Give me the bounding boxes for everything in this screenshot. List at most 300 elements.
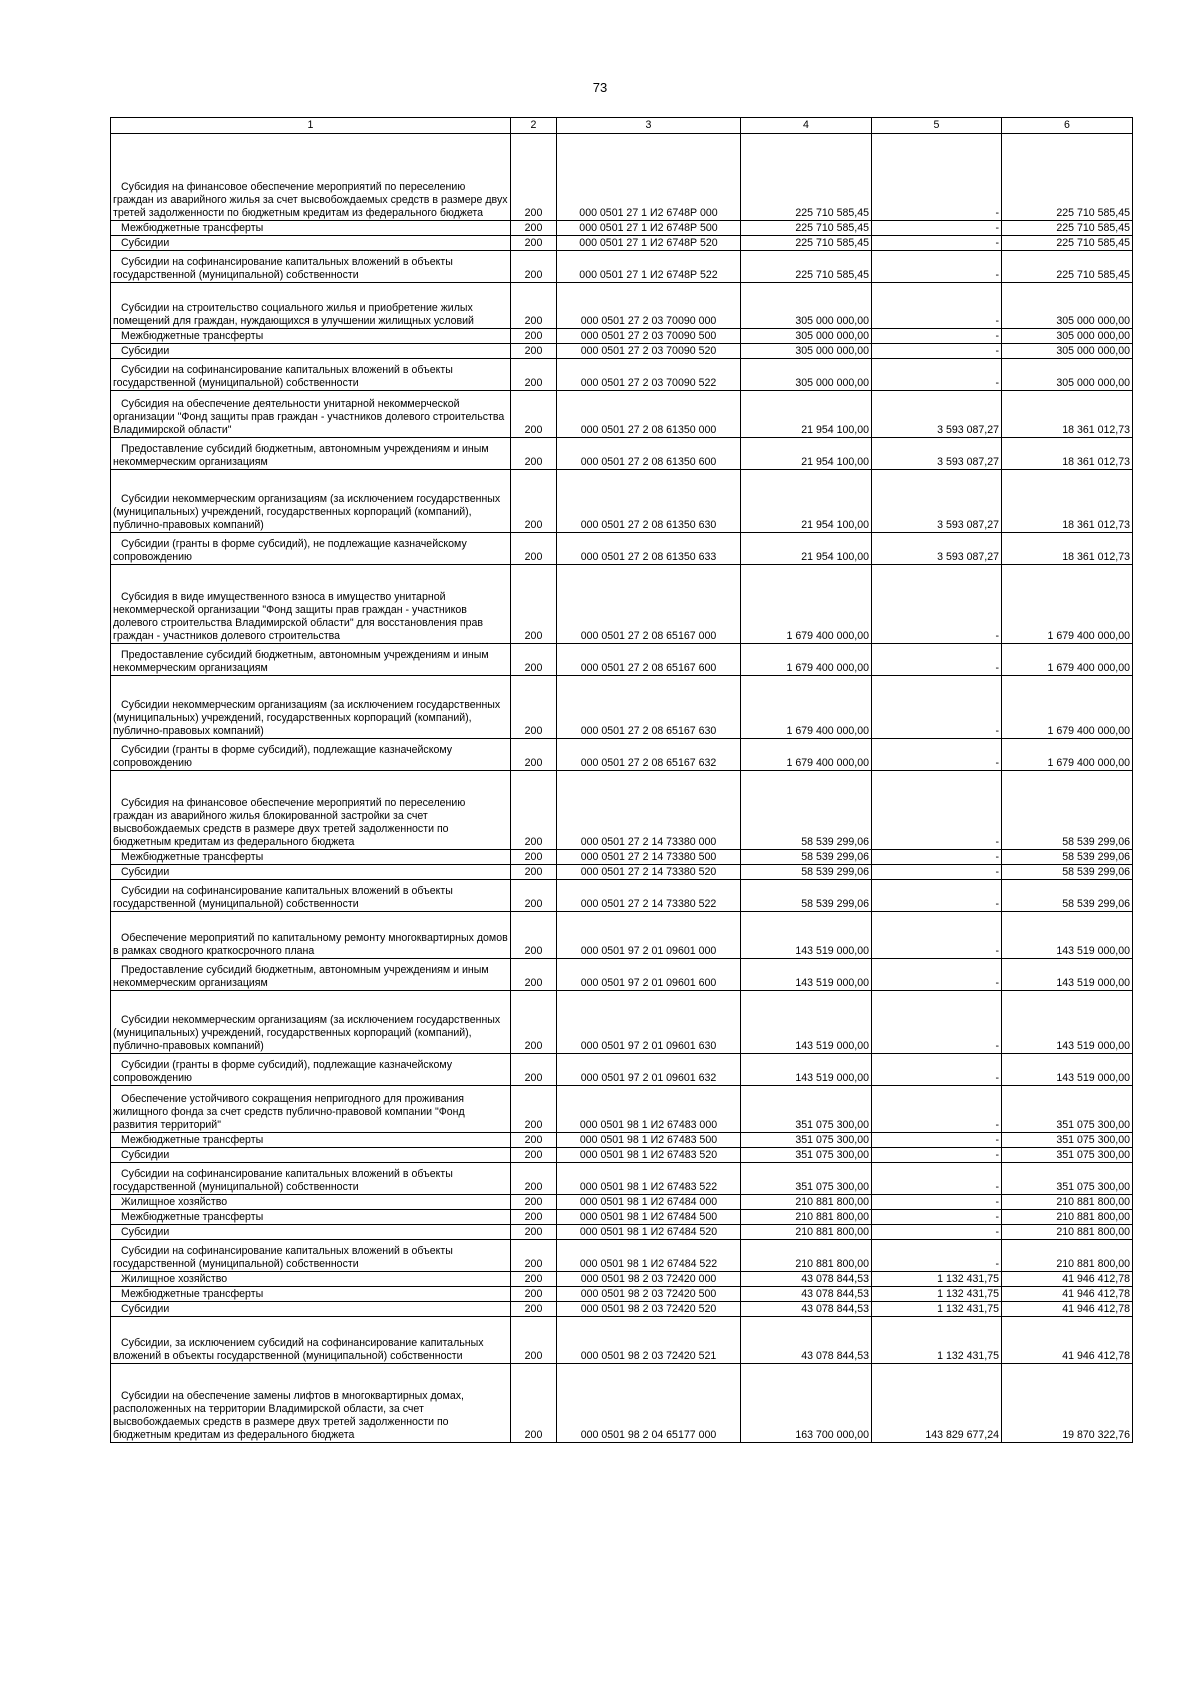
row-code: 200: [511, 359, 557, 391]
row-name: [111, 221, 511, 236]
row-col6: 58 539 299,06: [1002, 880, 1133, 912]
row-name-text: Субсидия на финансовое обеспечение мероприятий по переселению граждан из аварийного жилья за счет высвобождаемых средств в размере двух третей задолженности по бюджетным кредитам из федерального бюджета: [113, 181, 508, 220]
table-row: [111, 1240, 1133, 1272]
row-col4: 43 078 844,53: [741, 1317, 872, 1364]
row-col4: 58 539 299,06: [741, 865, 872, 880]
row-col5: -: [872, 1210, 1002, 1225]
row-col5: -: [872, 644, 1002, 676]
row-col6: 1 679 400 000,00: [1002, 739, 1133, 771]
row-col4: 210 881 800,00: [741, 1195, 872, 1210]
row-code: 200: [511, 533, 557, 565]
row-kbk: 000 0501 97 2 01 09601 600: [557, 959, 741, 991]
row-col4: 1 679 400 000,00: [741, 739, 872, 771]
row-kbk: 000 0501 27 2 08 61350 600: [557, 438, 741, 470]
row-col5: 3 593 087,27: [872, 438, 1002, 470]
row-name-text: Субсидии некоммерческим организациям (за исключением государственных (муниципальных) учреждений, государственных корпораций (компаний), публично-правовых компаний): [113, 493, 501, 532]
row-kbk: 000 0501 98 2 04 65177 000: [557, 1364, 741, 1443]
row-name: [111, 1133, 511, 1148]
row-kbk: 000 0501 98 2 03 72420 000: [557, 1272, 741, 1287]
row-col4: 351 075 300,00: [741, 1086, 872, 1133]
row-name-text: Субсидии на софинансирование капитальных вложений в объекты государственной (муниципальной) собственности: [113, 885, 453, 911]
column-header-1: 1: [111, 118, 511, 134]
table-row: [111, 850, 1133, 865]
row-col4: 58 539 299,06: [741, 880, 872, 912]
table-row: [111, 221, 1133, 236]
row-col6: 143 519 000,00: [1002, 991, 1133, 1054]
row-name: [111, 1163, 511, 1195]
table-row: [111, 251, 1133, 283]
row-col6: 351 075 300,00: [1002, 1148, 1133, 1163]
row-name: [111, 1054, 511, 1086]
row-name: [111, 134, 511, 221]
table-row: [111, 912, 1133, 959]
row-name-text: Субсидии на софинансирование капитальных вложений в объекты государственной (муниципальной) собственности: [113, 364, 453, 390]
row-col5: -: [872, 1240, 1002, 1272]
row-name-text: Межбюджетные трансферты: [121, 330, 264, 343]
row-kbk: 000 0501 27 2 08 65167 000: [557, 565, 741, 644]
table-row: [111, 880, 1133, 912]
row-name-text: Предоставление субсидий бюджетным, автономным учреждениям и иным некоммерческим организациям: [113, 649, 489, 675]
table-row: [111, 739, 1133, 771]
row-name-text: Субсидии: [121, 1303, 170, 1316]
row-col4: 351 075 300,00: [741, 1148, 872, 1163]
row-col5: -: [872, 1133, 1002, 1148]
row-col5: -: [872, 283, 1002, 329]
table-row: [111, 359, 1133, 391]
row-kbk: 000 0501 27 2 14 73380 000: [557, 771, 741, 850]
row-kbk: 000 0501 98 1 И2 67483 000: [557, 1086, 741, 1133]
column-header-5: 5: [872, 118, 1002, 134]
table-row: [111, 1086, 1133, 1133]
row-kbk: 000 0501 97 2 01 09601 632: [557, 1054, 741, 1086]
row-kbk: 000 0501 27 2 08 61350 633: [557, 533, 741, 565]
table-row: [111, 959, 1133, 991]
row-kbk: 000 0501 27 2 08 65167 632: [557, 739, 741, 771]
row-code: 200: [511, 251, 557, 283]
table-body: [111, 134, 1133, 1443]
row-code: 200: [511, 1302, 557, 1317]
row-kbk: 000 0501 27 2 14 73380 520: [557, 865, 741, 880]
row-col5: -: [872, 251, 1002, 283]
row-name: [111, 880, 511, 912]
row-name: [111, 1364, 511, 1443]
row-code: 200: [511, 644, 557, 676]
row-name-text: Межбюджетные трансферты: [121, 222, 264, 235]
row-name: [111, 1225, 511, 1240]
row-name-text: Субсидии: [121, 1149, 170, 1162]
row-name: [111, 1210, 511, 1225]
row-code: 200: [511, 134, 557, 221]
table-row: [111, 1148, 1133, 1163]
row-kbk: 000 0501 98 2 03 72420 520: [557, 1302, 741, 1317]
row-name: [111, 1287, 511, 1302]
row-col5: 3 593 087,27: [872, 391, 1002, 438]
row-code: 200: [511, 959, 557, 991]
row-code: 200: [511, 991, 557, 1054]
table-row: [111, 771, 1133, 850]
row-code: 200: [511, 1195, 557, 1210]
row-col5: -: [872, 1195, 1002, 1210]
row-col6: 210 881 800,00: [1002, 1225, 1133, 1240]
row-col5: 1 132 431,75: [872, 1317, 1002, 1364]
table-row: [111, 344, 1133, 359]
column-header-3: 3: [557, 118, 741, 134]
row-col6: 18 361 012,73: [1002, 533, 1133, 565]
row-col6: 1 679 400 000,00: [1002, 676, 1133, 739]
row-col5: -: [872, 880, 1002, 912]
row-code: 200: [511, 1287, 557, 1302]
table-row: [111, 391, 1133, 438]
table-row: [111, 533, 1133, 565]
table-row: [111, 565, 1133, 644]
row-name: [111, 565, 511, 644]
table-row: [111, 1163, 1133, 1195]
row-name: [111, 470, 511, 533]
table-header-row: [111, 118, 1133, 134]
row-code: 200: [511, 771, 557, 850]
table-row: [111, 865, 1133, 880]
row-col4: 43 078 844,53: [741, 1287, 872, 1302]
row-kbk: 000 0501 98 1 И2 67484 522: [557, 1240, 741, 1272]
row-col4: 21 954 100,00: [741, 470, 872, 533]
row-col5: -: [872, 1225, 1002, 1240]
row-kbk: 000 0501 98 2 03 72420 521: [557, 1317, 741, 1364]
row-col4: 143 519 000,00: [741, 912, 872, 959]
row-kbk: 000 0501 98 1 И2 67484 500: [557, 1210, 741, 1225]
row-col6: 41 946 412,78: [1002, 1287, 1133, 1302]
row-col5: -: [872, 1163, 1002, 1195]
row-code: 200: [511, 391, 557, 438]
row-name-text: Субсидии (гранты в форме субсидий), подлежащие казначейскому сопровождению: [113, 744, 453, 770]
row-code: 200: [511, 221, 557, 236]
row-col4: 43 078 844,53: [741, 1302, 872, 1317]
row-col4: 210 881 800,00: [741, 1210, 872, 1225]
row-col5: 1 132 431,75: [872, 1287, 1002, 1302]
row-name-text: Субсидии: [121, 866, 170, 879]
row-name: [111, 391, 511, 438]
row-name-text: Предоставление субсидий бюджетным, автономным учреждениям и иным некоммерческим организациям: [113, 443, 489, 469]
row-col6: 225 710 585,45: [1002, 251, 1133, 283]
row-col5: -: [872, 739, 1002, 771]
table-row: [111, 991, 1133, 1054]
budget-table: [110, 117, 1133, 1443]
row-col4: 351 075 300,00: [741, 1133, 872, 1148]
row-col5: -: [872, 329, 1002, 344]
row-col4: 58 539 299,06: [741, 850, 872, 865]
row-col5: 3 593 087,27: [872, 533, 1002, 565]
row-name-text: Обеспечение устойчивого сокращения непригодного для проживания жилищного фонда за счет средств публично-правовой компании "Фонд развития территорий": [113, 1093, 465, 1132]
table-row: [111, 1225, 1133, 1240]
row-name-text: Субсидия на обеспечение деятельности унитарной некоммерческой организации "Фонд защиты прав граждан - участников долевого строительства Владимирской области": [113, 398, 505, 437]
row-name: [111, 676, 511, 739]
row-name-text: Субсидии на софинансирование капитальных вложений в объекты государственной (муниципальной) собственности: [113, 1168, 453, 1194]
row-col6: 58 539 299,06: [1002, 865, 1133, 880]
row-col6: 305 000 000,00: [1002, 283, 1133, 329]
row-kbk: 000 0501 27 1 И2 6748Р 522: [557, 251, 741, 283]
table-row: [111, 1133, 1133, 1148]
row-col6: 305 000 000,00: [1002, 359, 1133, 391]
row-name-text: Субсидия в виде имущественного взноса в имущество унитарной некоммерческой организации "Фонд защиты прав граждан - участников долевого строительства Владимирской области" для восстановления прав граждан - участников долевого строительства: [113, 591, 484, 643]
row-kbk: 000 0501 27 2 08 61350 630: [557, 470, 741, 533]
row-name-text: Субсидии: [121, 237, 170, 250]
row-col5: -: [872, 676, 1002, 739]
row-kbk: 000 0501 98 2 03 72420 500: [557, 1287, 741, 1302]
row-col5: -: [872, 359, 1002, 391]
row-name-text: Субсидии некоммерческим организациям (за исключением государственных (муниципальных) учреждений, государственных корпораций (компаний), публично-правовых компаний): [113, 699, 501, 738]
row-name-text: Межбюджетные трансферты: [121, 1288, 264, 1301]
row-name-text: Предоставление субсидий бюджетным, автономным учреждениям и иным некоммерческим организациям: [113, 964, 489, 990]
row-code: 200: [511, 1133, 557, 1148]
row-kbk: 000 0501 27 2 08 65167 630: [557, 676, 741, 739]
row-code: 200: [511, 1272, 557, 1287]
table-row: [111, 1287, 1133, 1302]
row-name: [111, 739, 511, 771]
row-col5: 143 829 677,24: [872, 1364, 1002, 1443]
row-col5: -: [872, 236, 1002, 251]
row-kbk: 000 0501 97 2 01 09601 000: [557, 912, 741, 959]
row-col6: 351 075 300,00: [1002, 1086, 1133, 1133]
row-code: 200: [511, 236, 557, 251]
row-col4: 143 519 000,00: [741, 1054, 872, 1086]
row-col5: 1 132 431,75: [872, 1272, 1002, 1287]
row-code: 200: [511, 565, 557, 644]
row-code: 200: [511, 1240, 557, 1272]
row-col5: -: [872, 134, 1002, 221]
row-col5: 1 132 431,75: [872, 1302, 1002, 1317]
row-kbk: 000 0501 27 2 14 73380 522: [557, 880, 741, 912]
row-name-text: Межбюджетные трансферты: [121, 1211, 264, 1224]
table-row: [111, 1210, 1133, 1225]
row-kbk: 000 0501 98 1 И2 67483 520: [557, 1148, 741, 1163]
row-col5: -: [872, 221, 1002, 236]
row-name: [111, 959, 511, 991]
row-kbk: 000 0501 98 1 И2 67483 500: [557, 1133, 741, 1148]
table-row: [111, 1272, 1133, 1287]
table-row: [111, 644, 1133, 676]
row-col5: -: [872, 1148, 1002, 1163]
row-name: [111, 533, 511, 565]
row-col5: -: [872, 344, 1002, 359]
row-col4: 43 078 844,53: [741, 1272, 872, 1287]
row-col4: 21 954 100,00: [741, 438, 872, 470]
table-row: [111, 676, 1133, 739]
row-code: 200: [511, 1054, 557, 1086]
row-kbk: 000 0501 27 2 03 70090 000: [557, 283, 741, 329]
table-row: [111, 134, 1133, 221]
row-name: [111, 1195, 511, 1210]
row-name: [111, 1272, 511, 1287]
row-name: [111, 359, 511, 391]
row-kbk: 000 0501 27 1 И2 6748Р 000: [557, 134, 741, 221]
row-col5: 3 593 087,27: [872, 470, 1002, 533]
row-col4: 210 881 800,00: [741, 1240, 872, 1272]
row-col4: 225 710 585,45: [741, 134, 872, 221]
row-kbk: 000 0501 27 1 И2 6748Р 520: [557, 236, 741, 251]
row-name-text: Обеспечение мероприятий по капитальному ремонту многоквартирных домов в рамках сводного краткосрочного плана: [113, 932, 508, 958]
row-code: 200: [511, 865, 557, 880]
row-name: [111, 236, 511, 251]
row-code: 200: [511, 470, 557, 533]
row-col6: 225 710 585,45: [1002, 221, 1133, 236]
row-name-text: Субсидии: [121, 345, 170, 358]
row-name: [111, 283, 511, 329]
row-col6: 18 361 012,73: [1002, 470, 1133, 533]
row-name-text: Субсидия на финансовое обеспечение мероприятий по переселению граждан из аварийного жилья блокированной застройки за счет высвобождаемых средств в размере двух третей задолженности по бюджетным кредитам из федерального бюджета: [113, 797, 466, 849]
row-col4: 225 710 585,45: [741, 251, 872, 283]
row-col4: 305 000 000,00: [741, 329, 872, 344]
row-code: 200: [511, 1364, 557, 1443]
row-name: [111, 344, 511, 359]
table-row: [111, 1054, 1133, 1086]
row-name: [111, 912, 511, 959]
row-col6: 58 539 299,06: [1002, 771, 1133, 850]
row-kbk: 000 0501 27 2 08 65167 600: [557, 644, 741, 676]
row-name-text: Субсидии (гранты в форме субсидий), не подлежащие казначейскому сопровождению: [113, 538, 467, 564]
row-code: 200: [511, 912, 557, 959]
table-row: [111, 236, 1133, 251]
row-col6: 351 075 300,00: [1002, 1133, 1133, 1148]
row-name-text: Субсидии на обеспечение замены лифтов в многоквартирных домах, расположенных на территории Владимирской области, за счет высвобождаемых средств в размере двух третей задолженности по бюджетным кредитам из федерального бюджета: [113, 1390, 464, 1442]
row-col4: 21 954 100,00: [741, 533, 872, 565]
row-kbk: 000 0501 27 2 08 61350 000: [557, 391, 741, 438]
row-col4: 305 000 000,00: [741, 344, 872, 359]
row-kbk: 000 0501 98 1 И2 67483 522: [557, 1163, 741, 1195]
row-name-text: Межбюджетные трансферты: [121, 1134, 264, 1147]
row-kbk: 000 0501 27 2 03 70090 520: [557, 344, 741, 359]
row-name: [111, 771, 511, 850]
row-name-text: Жилищное хозяйство: [121, 1196, 228, 1209]
table-row: [111, 283, 1133, 329]
row-name: [111, 251, 511, 283]
row-name-text: Субсидии: [121, 1226, 170, 1239]
table-row: [111, 329, 1133, 344]
row-name: [111, 1317, 511, 1364]
row-col4: 1 679 400 000,00: [741, 676, 872, 739]
row-name-text: Субсидии некоммерческим организациям (за исключением государственных (муниципальных) учреждений, государственных корпораций (компаний), публично-правовых компаний): [113, 1014, 501, 1053]
row-code: 200: [511, 1225, 557, 1240]
row-col6: 58 539 299,06: [1002, 850, 1133, 865]
row-kbk: 000 0501 97 2 01 09601 630: [557, 991, 741, 1054]
row-col4: 21 954 100,00: [741, 391, 872, 438]
row-col6: 18 361 012,73: [1002, 391, 1133, 438]
row-name-text: Субсидии на строительство социального жилья и приобретение жилых помещений для граждан, нуждающихся в улучшении жилищных условий: [113, 302, 474, 328]
row-col6: 18 361 012,73: [1002, 438, 1133, 470]
column-header-2: 2: [511, 118, 557, 134]
row-code: 200: [511, 850, 557, 865]
row-kbk: 000 0501 27 2 03 70090 522: [557, 359, 741, 391]
row-name: [111, 1148, 511, 1163]
row-col5: -: [872, 771, 1002, 850]
row-col6: 41 946 412,78: [1002, 1302, 1133, 1317]
row-col4: 351 075 300,00: [741, 1163, 872, 1195]
row-name-text: Субсидии, за исключением субсидий на софинансирование капитальных вложений в объекты государственной (муниципальной) собственности: [113, 1337, 484, 1363]
row-col4: 1 679 400 000,00: [741, 644, 872, 676]
row-col6: 305 000 000,00: [1002, 344, 1133, 359]
column-header-6: 6: [1002, 118, 1133, 134]
column-header-4: 4: [741, 118, 872, 134]
row-col5: -: [872, 991, 1002, 1054]
row-col4: 1 679 400 000,00: [741, 565, 872, 644]
row-col5: -: [872, 959, 1002, 991]
row-col6: 1 679 400 000,00: [1002, 644, 1133, 676]
row-name: [111, 850, 511, 865]
row-col5: -: [872, 850, 1002, 865]
table-row: [111, 1364, 1133, 1443]
row-col6: 305 000 000,00: [1002, 329, 1133, 344]
row-code: 200: [511, 1086, 557, 1133]
table-row: [111, 1195, 1133, 1210]
row-name-text: Субсидии на софинансирование капитальных вложений в объекты государственной (муниципальной) собственности: [113, 1245, 453, 1271]
row-name: [111, 644, 511, 676]
row-col6: 210 881 800,00: [1002, 1240, 1133, 1272]
row-col4: 58 539 299,06: [741, 771, 872, 850]
row-code: 200: [511, 283, 557, 329]
row-col4: 143 519 000,00: [741, 959, 872, 991]
row-col6: 210 881 800,00: [1002, 1210, 1133, 1225]
row-col6: 225 710 585,45: [1002, 134, 1133, 221]
row-name: [111, 991, 511, 1054]
row-col6: 41 946 412,78: [1002, 1317, 1133, 1364]
row-name: [111, 1240, 511, 1272]
row-col4: 163 700 000,00: [741, 1364, 872, 1443]
row-col5: -: [872, 1054, 1002, 1086]
row-code: 200: [511, 880, 557, 912]
row-col6: 210 881 800,00: [1002, 1195, 1133, 1210]
row-kbk: 000 0501 27 2 03 70090 500: [557, 329, 741, 344]
row-col4: 305 000 000,00: [741, 283, 872, 329]
row-code: 200: [511, 438, 557, 470]
row-code: 200: [511, 1317, 557, 1364]
row-col4: 225 710 585,45: [741, 221, 872, 236]
row-col5: -: [872, 912, 1002, 959]
row-code: 200: [511, 1163, 557, 1195]
row-code: 200: [511, 1148, 557, 1163]
row-code: 200: [511, 329, 557, 344]
row-kbk: 000 0501 98 1 И2 67484 000: [557, 1195, 741, 1210]
table-row: [111, 438, 1133, 470]
row-col6: 351 075 300,00: [1002, 1163, 1133, 1195]
row-name-text: Межбюджетные трансферты: [121, 851, 264, 864]
row-col5: -: [872, 565, 1002, 644]
row-kbk: 000 0501 98 1 И2 67484 520: [557, 1225, 741, 1240]
row-name: [111, 1086, 511, 1133]
row-col4: 210 881 800,00: [741, 1225, 872, 1240]
row-name: [111, 865, 511, 880]
row-col6: 143 519 000,00: [1002, 912, 1133, 959]
row-code: 200: [511, 344, 557, 359]
table-row: [111, 1302, 1133, 1317]
row-name-text: Субсидии (гранты в форме субсидий), подлежащие казначейскому сопровождению: [113, 1059, 453, 1085]
row-kbk: 000 0501 27 1 И2 6748Р 500: [557, 221, 741, 236]
row-code: 200: [511, 739, 557, 771]
row-col4: 305 000 000,00: [741, 359, 872, 391]
row-col6: 19 870 322,76: [1002, 1364, 1133, 1443]
row-col5: -: [872, 865, 1002, 880]
row-col6: 225 710 585,45: [1002, 236, 1133, 251]
row-code: 200: [511, 676, 557, 739]
row-col6: 143 519 000,00: [1002, 1054, 1133, 1086]
row-name: [111, 1302, 511, 1317]
row-col4: 143 519 000,00: [741, 991, 872, 1054]
row-col6: 1 679 400 000,00: [1002, 565, 1133, 644]
row-col4: 225 710 585,45: [741, 236, 872, 251]
row-code: 200: [511, 1210, 557, 1225]
page-number: 73: [592, 80, 608, 95]
row-col5: -: [872, 1086, 1002, 1133]
row-col6: 41 946 412,78: [1002, 1272, 1133, 1287]
row-col6: 143 519 000,00: [1002, 959, 1133, 991]
row-name-text: Субсидии на софинансирование капитальных вложений в объекты государственной (муниципальной) собственности: [113, 256, 453, 282]
